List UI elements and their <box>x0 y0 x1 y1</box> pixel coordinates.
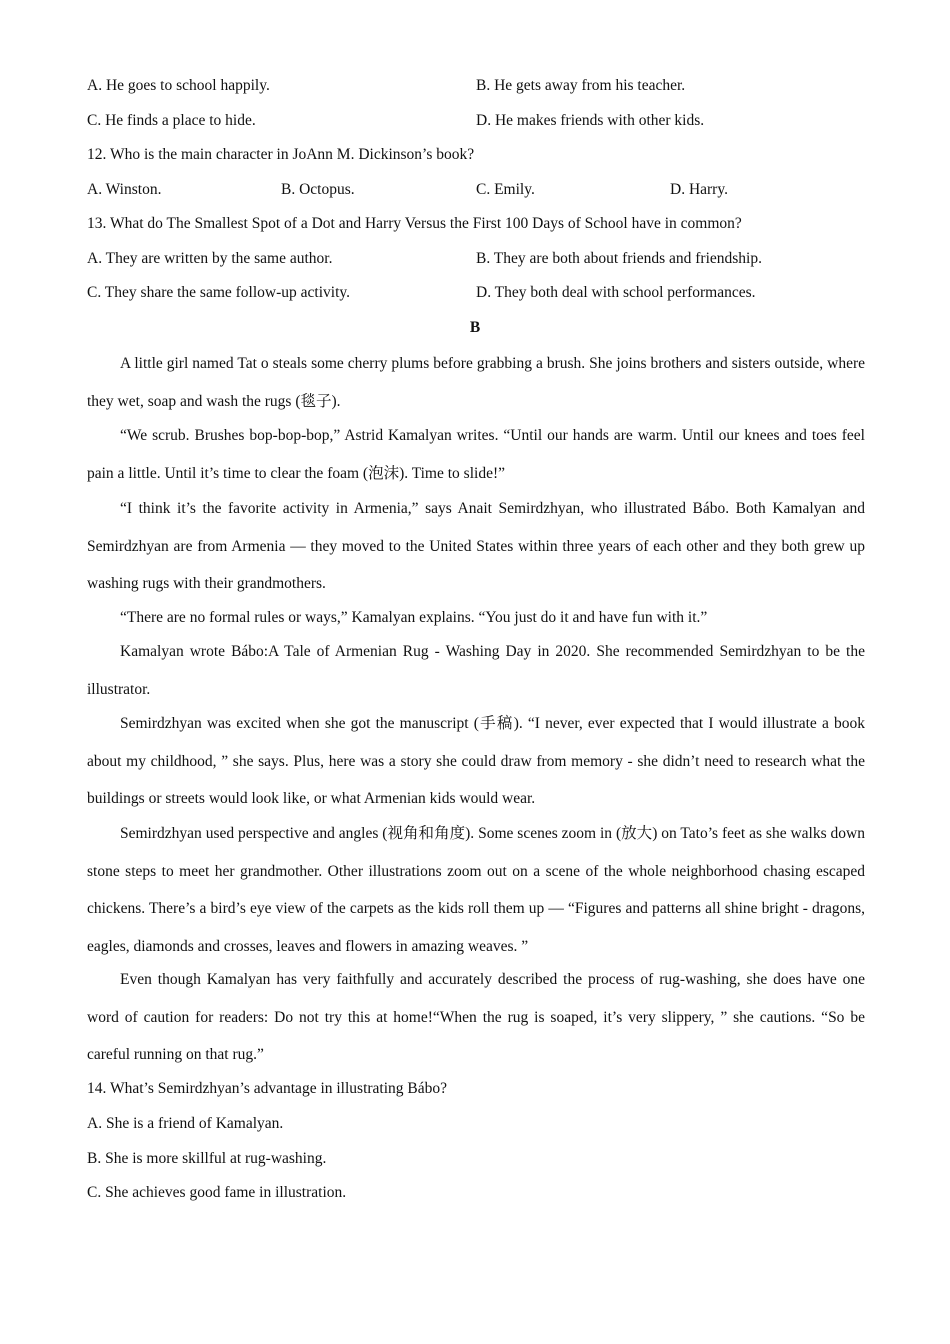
q14-option-b: B. She is more skillful at rug-washing. <box>87 1150 327 1167</box>
q11-option-b: B. He gets away from his teacher. <box>476 77 686 94</box>
q13-option-c: C. They share the same follow-up activity. <box>87 284 351 301</box>
passage-paragraph-2: “We scrub. Brushes bop-bop-bop,” Astrid Kamalyan writes. “Until our hands are warm. Until our knees and toes feel pain a little. Until it’s time to clear the foam (泡沫). Time to slide!” <box>87 427 865 482</box>
passage-paragraph-5: Kamalyan wrote Bábo:A Tale of Armenian Rug - Washing Day in 2020. She recommended Semirdzhyan to be the illustrator. <box>87 643 865 698</box>
q11-option-a: A. He goes to school happily. <box>87 77 270 94</box>
passage-paragraph-8: Even though Kamalyan has very faithfully and accurately described the process of rug-washing, she does have one word of caution for readers: Do not try this at home!“When the rug is soaped, it’s very slippery, ” she cautions. “So be careful running on that rug.” <box>87 971 865 1063</box>
q14-option-a: A. She is a friend of Kamalyan. <box>87 1115 284 1132</box>
q12-option-c: C. Emily. <box>476 181 535 198</box>
section-heading: B <box>469 319 481 336</box>
q11-option-d: D. He makes friends with other kids. <box>476 112 705 129</box>
q13-option-d: D. They both deal with school performances. <box>476 284 756 301</box>
q13-option-a: A. They are written by the same author. <box>87 250 333 267</box>
q11-option-c: C. He finds a place to hide. <box>87 112 256 129</box>
q12-option-b: B. Octopus. <box>281 181 355 198</box>
q12-stem: 12. Who is the main character in JoAnn M. Dickinson’s book? <box>87 146 475 163</box>
passage-paragraph-7: Semirdzhyan used perspective and angles (视角和角度). Some scenes zoom in (放大) on Tato’s feet as she walks down stone steps to meet her grandmother. Other illustrations zoom out on a scene of the whole neighborhood chasing escaped chickens. There’s a bird’s eye view of the carpets as the kids roll them up — “Figures and patterns all shine bright - dragons, eagles, diamonds and crosses, leaves and flowers in amazing weaves. ” <box>87 825 865 955</box>
passage-paragraph-3: “I think it’s the favorite activity in Armenia,” says Anait Semirdzhyan, who illustrated Bábo. Both Kamalyan and Semirdzhyan are from Armenia — they moved to the United States within three years of each other and they both grew up washing rugs with their grandmothers. <box>87 500 865 592</box>
q13-option-b: B. They are both about friends and friendship. <box>476 250 762 267</box>
q14-stem: 14. What’s Semirdzhyan’s advantage in illustrating Bábo? <box>87 1080 448 1097</box>
q14-option-c: C. She achieves good fame in illustration. <box>87 1184 347 1201</box>
passage-paragraph-1: A little girl named Tat o steals some cherry plums before grabbing a brush. She joins brothers and sisters outside, where they wet, soap and wash the rugs (毯子). <box>87 355 865 410</box>
passage-paragraph-6: Semirdzhyan was excited when she got the manuscript (手稿). “I never, ever expected that I would illustrate a book about my childhood, ” she says. Plus, here was a story she could draw from memory - she didn’t need to research what the buildings or streets would look like, or what Armenian kids would wear. <box>87 715 865 807</box>
passage-paragraph-4: “There are no formal rules or ways,” Kamalyan explains. “You just do it and have fun with it.” <box>120 609 708 626</box>
q12-option-a: A. Winston. <box>87 181 162 198</box>
q12-option-d: D. Harry. <box>670 181 728 198</box>
q13-stem: 13. What do The Smallest Spot of a Dot and Harry Versus the First 100 Days of School have in common? <box>87 215 742 232</box>
